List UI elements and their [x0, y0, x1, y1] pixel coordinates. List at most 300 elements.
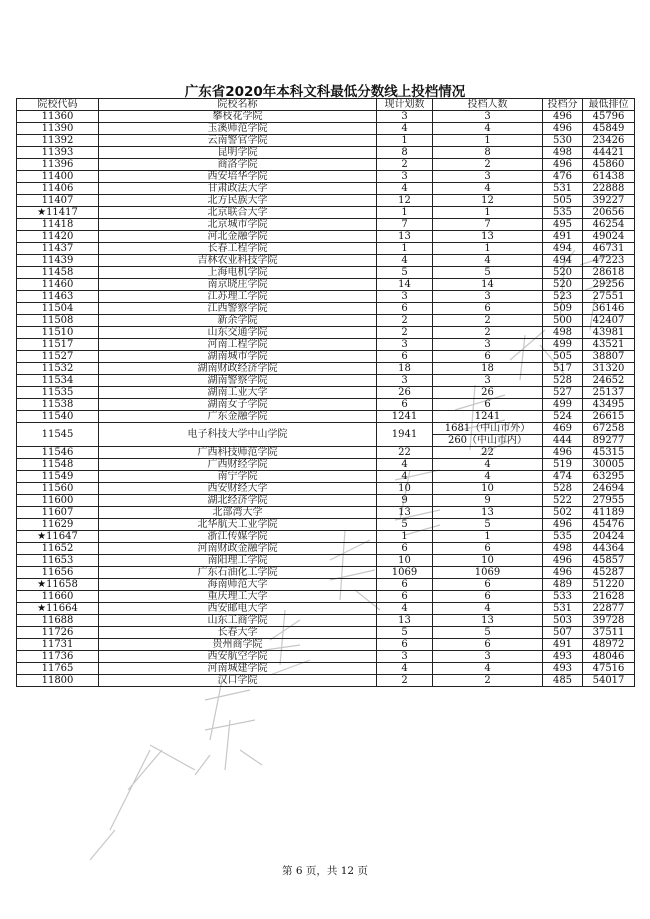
cell-rank: 45857 — [583, 555, 635, 567]
cell-rank: 38807 — [583, 351, 635, 363]
cell-code: 11546 — [17, 447, 99, 459]
cell-code: 11510 — [17, 327, 99, 339]
cell-code: 11437 — [17, 243, 99, 255]
cell-code: 11407 — [17, 195, 99, 207]
cell-name: 重庆理工大学 — [99, 591, 377, 603]
cell-name: 南京晓庄学院 — [99, 279, 377, 291]
cell-count: 2 — [433, 315, 543, 327]
cell-code: 11688 — [17, 615, 99, 627]
cell-rank: 36146 — [583, 303, 635, 315]
cell-rank: 45860 — [583, 159, 635, 171]
cell-count: 6 — [433, 579, 543, 591]
cell-score: 496 — [543, 159, 583, 171]
cell-code: 11653 — [17, 555, 99, 567]
table-row — [17, 531, 635, 543]
table-row — [17, 231, 635, 243]
cell-code: 11540 — [17, 411, 99, 423]
cell-count: 4 — [433, 471, 543, 483]
table-row — [17, 495, 635, 507]
cell-code: 11418 — [17, 219, 99, 231]
table-row — [17, 207, 635, 219]
cell-score: 491 — [543, 639, 583, 651]
cell-rank: 51220 — [583, 579, 635, 591]
cell-score: 507 — [543, 627, 583, 639]
cell-code: ★11658 — [17, 579, 99, 591]
cell-count: 1 — [433, 207, 543, 219]
table-row — [17, 135, 635, 147]
cell-rank: 67258 — [583, 423, 635, 435]
cell-score: 496 — [543, 123, 583, 135]
cell-name: 北部湾大学 — [99, 507, 377, 519]
cell-plan: 2 — [377, 159, 433, 171]
cell-count: 3 — [433, 291, 543, 303]
cell-count: 22 — [433, 447, 543, 459]
cell-count: 6 — [433, 303, 543, 315]
cell-plan: 1241 — [377, 411, 433, 423]
cell-count: 13 — [433, 615, 543, 627]
cell-count: 4 — [433, 459, 543, 471]
cell-rank: 39728 — [583, 615, 635, 627]
cell-name: 广东石油化工学院 — [99, 567, 377, 579]
cell-code: 11731 — [17, 639, 99, 651]
cell-name: 北华航天工业学院 — [99, 519, 377, 531]
cell-count: 26 — [433, 387, 543, 399]
cell-name: 湖南警察学院 — [99, 375, 377, 387]
cell-score: 498 — [543, 327, 583, 339]
cell-name: 河南财政金融学院 — [99, 543, 377, 555]
cell-plan: 4 — [377, 471, 433, 483]
cell-code: 11400 — [17, 171, 99, 183]
cell-code: 11726 — [17, 627, 99, 639]
table-row — [17, 627, 635, 639]
cell-count: 3 — [433, 111, 543, 123]
cell-code: ★11417 — [17, 207, 99, 219]
cell-score: 489 — [543, 579, 583, 591]
cell-plan: 1 — [377, 243, 433, 255]
cell-name: 长春大学 — [99, 627, 377, 639]
cell-count: 13 — [433, 507, 543, 519]
cell-code: 11800 — [17, 675, 99, 687]
admission-table — [16, 98, 635, 687]
cell-code: 11534 — [17, 375, 99, 387]
header-rank: 最低排位 — [583, 99, 635, 111]
cell-rank: 21628 — [583, 591, 635, 603]
cell-rank: 24652 — [583, 375, 635, 387]
cell-count: 9 — [433, 495, 543, 507]
cell-plan: 4 — [377, 663, 433, 675]
cell-score: 533 — [543, 591, 583, 603]
cell-score: 520 — [543, 267, 583, 279]
table-row — [17, 255, 635, 267]
header-code: 院校代码 — [17, 99, 99, 111]
cell-score: 444 — [543, 435, 583, 447]
cell-rank: 29256 — [583, 279, 635, 291]
table-row — [17, 651, 635, 663]
cell-plan: 6 — [377, 303, 433, 315]
cell-count: 1 — [433, 135, 543, 147]
table-row — [17, 579, 635, 591]
cell-rank: 20424 — [583, 531, 635, 543]
table-row — [17, 111, 635, 123]
cell-code: 11508 — [17, 315, 99, 327]
cell-code: 11535 — [17, 387, 99, 399]
cell-score: 496 — [543, 567, 583, 579]
cell-count: 8 — [433, 147, 543, 159]
cell-code: 11549 — [17, 471, 99, 483]
cell-name: 玉溪师范学院 — [99, 123, 377, 135]
table-row — [17, 195, 635, 207]
cell-name: 长春工程学院 — [99, 243, 377, 255]
table-row — [17, 399, 635, 411]
cell-score: 494 — [543, 255, 583, 267]
cell-name: 广西科技师范学院 — [99, 447, 377, 459]
table-row — [17, 591, 635, 603]
cell-name: 北京联合大学 — [99, 207, 377, 219]
cell-name: 昆明学院 — [99, 147, 377, 159]
cell-code: 11765 — [17, 663, 99, 675]
cell-plan: 2 — [377, 315, 433, 327]
cell-rank: 23426 — [583, 135, 635, 147]
table-row — [17, 555, 635, 567]
cell-plan: 13 — [377, 507, 433, 519]
cell-code: 11532 — [17, 363, 99, 375]
cell-score: 469 — [543, 423, 583, 435]
cell-score: 496 — [543, 519, 583, 531]
cell-plan: 10 — [377, 483, 433, 495]
cell-name: 河北金融学院 — [99, 231, 377, 243]
cell-rank: 27551 — [583, 291, 635, 303]
cell-rank: 43981 — [583, 327, 635, 339]
cell-rank: 44421 — [583, 147, 635, 159]
table-row — [17, 279, 635, 291]
cell-count: 6 — [433, 399, 543, 411]
cell-count: 4 — [433, 255, 543, 267]
cell-score: 502 — [543, 507, 583, 519]
cell-score: 495 — [543, 219, 583, 231]
cell-name: 湖南城市学院 — [99, 351, 377, 363]
cell-name: 湖南财政经济学院 — [99, 363, 377, 375]
cell-name: 广西财经学院 — [99, 459, 377, 471]
cell-rank: 48972 — [583, 639, 635, 651]
cell-name: 云南警官学院 — [99, 135, 377, 147]
table-row — [17, 267, 635, 279]
cell-plan: 8 — [377, 147, 433, 159]
cell-plan: 6 — [377, 639, 433, 651]
table-row — [17, 171, 635, 183]
cell-plan: 6 — [377, 543, 433, 555]
page-title: 广东省2020年本科文科最低分数线上投档情况 — [184, 84, 466, 100]
cell-plan: 1 — [377, 207, 433, 219]
cell-score: 530 — [543, 135, 583, 147]
cell-code: 11660 — [17, 591, 99, 603]
cell-count: 1241 — [433, 411, 543, 423]
cell-count: 12 — [433, 195, 543, 207]
cell-score: 528 — [543, 375, 583, 387]
cell-score: 509 — [543, 303, 583, 315]
cell-count: 13 — [433, 231, 543, 243]
cell-count: 18 — [433, 363, 543, 375]
cell-count: 2 — [433, 327, 543, 339]
cell-score: 496 — [543, 555, 583, 567]
table-row — [17, 615, 635, 627]
table-header — [17, 99, 635, 111]
cell-name: 湖南女子学院 — [99, 399, 377, 411]
header-count: 投档人数 — [433, 99, 543, 111]
cell-code: 11439 — [17, 255, 99, 267]
cell-code: 11652 — [17, 543, 99, 555]
cell-count: 6 — [433, 351, 543, 363]
cell-code: 11517 — [17, 339, 99, 351]
cell-name: 江苏理工学院 — [99, 291, 377, 303]
cell-plan: 5 — [377, 519, 433, 531]
cell-score: 493 — [543, 651, 583, 663]
cell-plan: 3 — [377, 171, 433, 183]
table-row — [17, 219, 635, 231]
cell-code: 11460 — [17, 279, 99, 291]
cell-plan: 13 — [377, 231, 433, 243]
table-row — [17, 567, 635, 579]
table-row — [17, 303, 635, 315]
cell-rank: 45315 — [583, 447, 635, 459]
cell-plan: 22 — [377, 447, 433, 459]
cell-rank: 47223 — [583, 255, 635, 267]
cell-score: 505 — [543, 195, 583, 207]
cell-score: 524 — [543, 411, 583, 423]
cell-score: 491 — [543, 231, 583, 243]
cell-count: 6 — [433, 543, 543, 555]
table-row — [17, 447, 635, 459]
cell-score: 498 — [543, 543, 583, 555]
cell-count: 6 — [433, 591, 543, 603]
cell-plan: 9 — [377, 495, 433, 507]
cell-score: 528 — [543, 483, 583, 495]
cell-plan: 6 — [377, 399, 433, 411]
cell-name: 新余学院 — [99, 315, 377, 327]
cell-count: 1681（中山市外） — [433, 423, 543, 435]
cell-rank: 45796 — [583, 111, 635, 123]
cell-rank: 44364 — [583, 543, 635, 555]
cell-name: 攀枝花学院 — [99, 111, 377, 123]
cell-plan: 1069 — [377, 567, 433, 579]
cell-rank: 22888 — [583, 183, 635, 195]
cell-count: 1 — [433, 531, 543, 543]
cell-code: 11420 — [17, 231, 99, 243]
cell-code: 11656 — [17, 567, 99, 579]
table-row — [17, 243, 635, 255]
cell-count: 3 — [433, 651, 543, 663]
table-row — [17, 183, 635, 195]
table-row — [17, 315, 635, 327]
cell-count: 5 — [433, 267, 543, 279]
cell-score: 496 — [543, 447, 583, 459]
cell-score: 520 — [543, 279, 583, 291]
cell-score: 519 — [543, 459, 583, 471]
cell-name: 西安邮电大学 — [99, 603, 377, 615]
header-plan: 现计划数 — [377, 99, 433, 111]
cell-rank: 37511 — [583, 627, 635, 639]
cell-count: 260（中山市内） — [433, 435, 543, 447]
header-score: 投档分 — [543, 99, 583, 111]
cell-plan: 6 — [377, 579, 433, 591]
cell-count: 5 — [433, 627, 543, 639]
cell-rank: 28618 — [583, 267, 635, 279]
table-row — [17, 675, 635, 687]
cell-code: 11390 — [17, 123, 99, 135]
table-row — [17, 519, 635, 531]
cell-name: 河南城建学院 — [99, 663, 377, 675]
cell-score: 499 — [543, 339, 583, 351]
cell-score: 493 — [543, 663, 583, 675]
cell-code: 11393 — [17, 147, 99, 159]
cell-name: 湖北经济学院 — [99, 495, 377, 507]
table-row — [17, 471, 635, 483]
cell-name: 北京城市学院 — [99, 219, 377, 231]
cell-code: 11736 — [17, 651, 99, 663]
cell-plan: 6 — [377, 591, 433, 603]
cell-rank: 22877 — [583, 603, 635, 615]
table-row — [17, 147, 635, 159]
table-row — [17, 327, 635, 339]
cell-plan: 1941 — [377, 423, 433, 447]
cell-code: ★11647 — [17, 531, 99, 543]
cell-plan: 6 — [377, 351, 433, 363]
cell-code: 11396 — [17, 159, 99, 171]
cell-plan: 12 — [377, 195, 433, 207]
cell-code: 11463 — [17, 291, 99, 303]
cell-score: 535 — [543, 531, 583, 543]
cell-plan: 3 — [377, 651, 433, 663]
cell-rank: 26615 — [583, 411, 635, 423]
cell-name: 南宁学院 — [99, 471, 377, 483]
table-row — [17, 459, 635, 471]
cell-plan: 1 — [377, 531, 433, 543]
cell-rank: 25137 — [583, 387, 635, 399]
cell-count: 1 — [433, 243, 543, 255]
cell-count: 1069 — [433, 567, 543, 579]
table-row — [17, 507, 635, 519]
table-row — [17, 159, 635, 171]
cell-count: 3 — [433, 339, 543, 351]
cell-score: 531 — [543, 603, 583, 615]
cell-name: 浙江传媒学院 — [99, 531, 377, 543]
cell-name: 北方民族大学 — [99, 195, 377, 207]
cell-rank: 49024 — [583, 231, 635, 243]
cell-name: 西安航空学院 — [99, 651, 377, 663]
cell-plan: 4 — [377, 183, 433, 195]
cell-score: 531 — [543, 183, 583, 195]
cell-plan: 14 — [377, 279, 433, 291]
cell-count: 5 — [433, 519, 543, 531]
cell-score: 535 — [543, 207, 583, 219]
table-row — [17, 483, 635, 495]
cell-name: 西安培华学院 — [99, 171, 377, 183]
cell-rank: 42407 — [583, 315, 635, 327]
table-row — [17, 351, 635, 363]
cell-code: 11458 — [17, 267, 99, 279]
cell-plan: 1 — [377, 135, 433, 147]
cell-plan: 4 — [377, 603, 433, 615]
cell-rank: 61438 — [583, 171, 635, 183]
cell-count: 2 — [433, 675, 543, 687]
cell-name: 西安财经大学 — [99, 483, 377, 495]
cell-plan: 3 — [377, 111, 433, 123]
cell-plan: 18 — [377, 363, 433, 375]
cell-code: 11548 — [17, 459, 99, 471]
cell-score: 523 — [543, 291, 583, 303]
cell-rank: 43521 — [583, 339, 635, 351]
cell-name: 汉口学院 — [99, 675, 377, 687]
cell-score: 500 — [543, 315, 583, 327]
cell-rank: 48046 — [583, 651, 635, 663]
cell-rank: 20656 — [583, 207, 635, 219]
table-row — [17, 387, 635, 399]
cell-plan: 3 — [377, 375, 433, 387]
cell-name: 吉林农业科技学院 — [99, 255, 377, 267]
table-row — [17, 423, 635, 435]
cell-count: 4 — [433, 183, 543, 195]
cell-code: 11392 — [17, 135, 99, 147]
cell-code: 11538 — [17, 399, 99, 411]
cell-count: 3 — [433, 171, 543, 183]
cell-count: 7 — [433, 219, 543, 231]
cell-plan: 3 — [377, 291, 433, 303]
cell-name: 上海电机学院 — [99, 267, 377, 279]
cell-name: 商洛学院 — [99, 159, 377, 171]
cell-rank: 45287 — [583, 567, 635, 579]
cell-plan: 2 — [377, 327, 433, 339]
cell-score: 476 — [543, 171, 583, 183]
cell-score: 505 — [543, 351, 583, 363]
cell-rank: 39227 — [583, 195, 635, 207]
table-row — [17, 291, 635, 303]
cell-name: 海南师范大学 — [99, 579, 377, 591]
cell-rank: 30005 — [583, 459, 635, 471]
cell-code: 11560 — [17, 483, 99, 495]
cell-rank: 45849 — [583, 123, 635, 135]
cell-code: 11629 — [17, 519, 99, 531]
cell-rank: 43495 — [583, 399, 635, 411]
table-row — [17, 663, 635, 675]
cell-plan: 26 — [377, 387, 433, 399]
cell-plan: 4 — [377, 459, 433, 471]
cell-name: 河南工程学院 — [99, 339, 377, 351]
cell-score: 503 — [543, 615, 583, 627]
table-row — [17, 411, 635, 423]
cell-score: 522 — [543, 495, 583, 507]
table-row — [17, 639, 635, 651]
cell-count: 3 — [433, 375, 543, 387]
cell-plan: 3 — [377, 339, 433, 351]
cell-name: 贵州商学院 — [99, 639, 377, 651]
cell-rank: 27955 — [583, 495, 635, 507]
cell-rank: 41189 — [583, 507, 635, 519]
cell-plan: 5 — [377, 267, 433, 279]
cell-score: 496 — [543, 111, 583, 123]
cell-count: 14 — [433, 279, 543, 291]
cell-plan: 7 — [377, 219, 433, 231]
cell-score: 485 — [543, 675, 583, 687]
cell-code: 11600 — [17, 495, 99, 507]
cell-plan: 13 — [377, 615, 433, 627]
cell-code: 11406 — [17, 183, 99, 195]
cell-count: 4 — [433, 123, 543, 135]
cell-name: 山东交通学院 — [99, 327, 377, 339]
cell-score: 494 — [543, 243, 583, 255]
table-row — [17, 375, 635, 387]
cell-rank: 31320 — [583, 363, 635, 375]
cell-code: ★11664 — [17, 603, 99, 615]
cell-code: 11360 — [17, 111, 99, 123]
